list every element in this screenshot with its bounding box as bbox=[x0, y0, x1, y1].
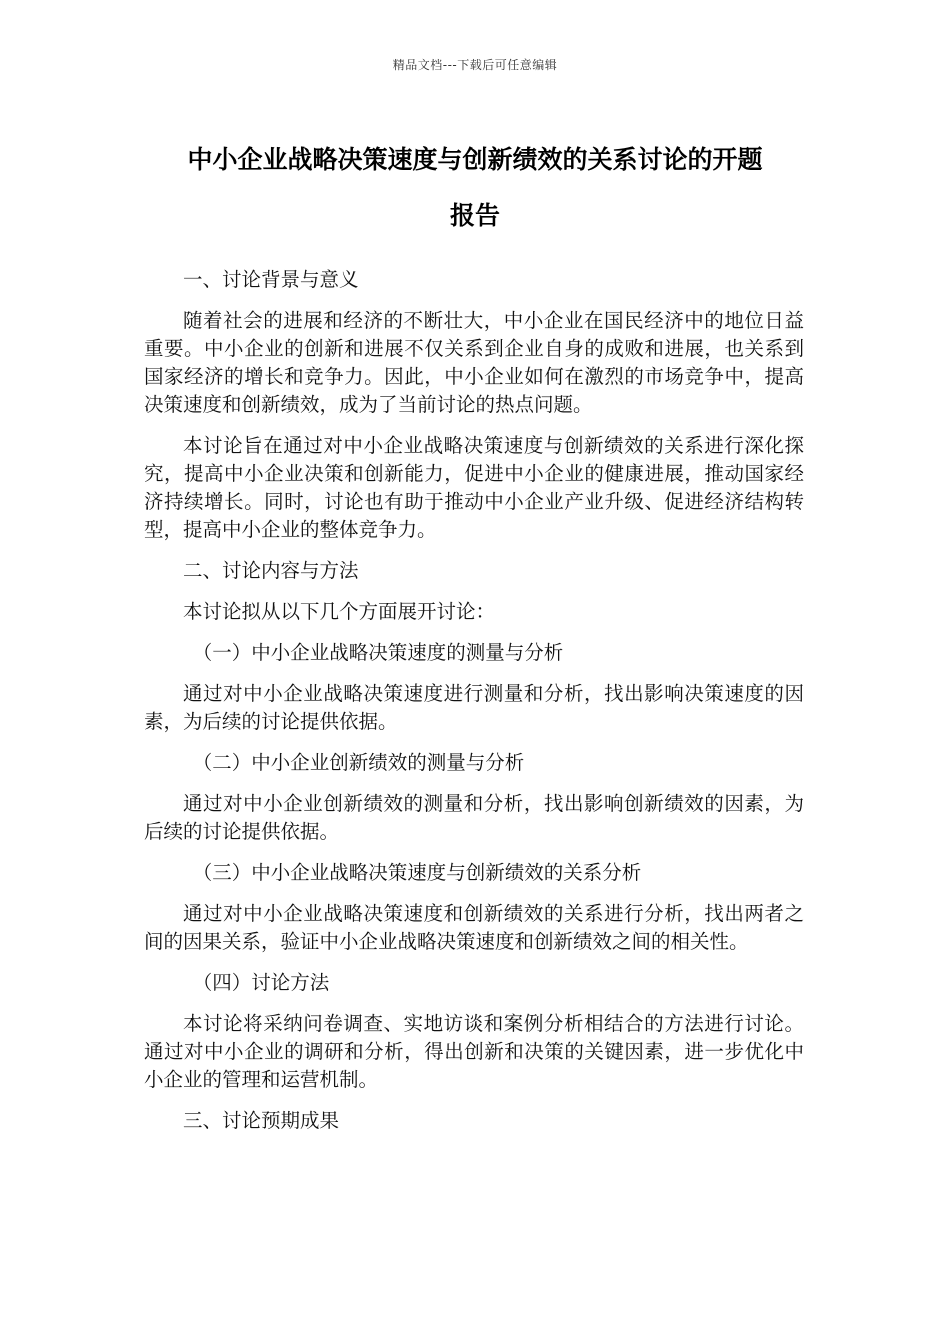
header-note: 精品文档---下载后可任意编辑 bbox=[392, 58, 558, 72]
title-line-2: 报告 bbox=[449, 201, 500, 230]
paragraph-decision-speed: 通过对中小企业战略决策速度进行测量和分析，找出影响决策速度的因素，为后续的讨论提供依据。 bbox=[144, 682, 804, 733]
title-line-1: 中小企业战略决策速度与创新绩效的关系讨论的开题 bbox=[187, 145, 763, 174]
subheading-relationship-analysis: （三）中小企业战略决策速度与创新绩效的关系分析 bbox=[192, 861, 642, 884]
section-heading-background: 一、讨论背景与意义 bbox=[183, 268, 359, 291]
document-body bbox=[144, 266, 804, 1148]
paragraph-background-2: 本讨论旨在通过对中小企业战略决策速度与创新绩效的关系进行深化探究，提高中小企业决策和创新能力，促进中小企业的健康进展，推动国家经济持续增长。同时，讨论也有助于推动中小企业产业升级、促进经济结构转型，提高中小企业的整体竞争力。 bbox=[144, 434, 804, 541]
paragraph-research-method: 本讨论将采纳问卷调查、实地访谈和案例分析相结合的方法进行讨论。通过对中小企业的调研和分析，得出创新和决策的关键因素，进一步优化中小企业的管理和运营机制。 bbox=[144, 1012, 804, 1091]
paragraph-relationship-analysis: 通过对中小企业战略决策速度和创新绩效的关系进行分析，找出两者之间的因果关系，验证中小企业战略决策速度和创新绩效之间的相关性。 bbox=[144, 902, 804, 953]
paragraph-background-1: 随着社会的进展和经济的不断壮大，中小企业在国民经济中的地位日益重要。中小企业的创新和进展不仅关系到企业自身的成败和进展，也关系到国家经济的增长和竞争力。因此，中小企业如何在激烈的市场竞争中，提高决策速度和创新绩效，成为了当前讨论的热点问题。 bbox=[144, 309, 804, 416]
section-heading-content-method: 二、讨论内容与方法 bbox=[183, 559, 359, 582]
subheading-innovation-performance: （二）中小企业创新绩效的测量与分析 bbox=[192, 751, 525, 774]
section-heading-expected-results: 三、讨论预期成果 bbox=[183, 1109, 340, 1132]
document-title bbox=[120, 132, 830, 244]
paragraph-innovation-performance: 通过对中小企业创新绩效的测量和分析，找出影响创新绩效的因素，为后续的讨论提供依据。 bbox=[144, 792, 804, 843]
paragraph-content-intro: 本讨论拟从以下几个方面展开讨论： bbox=[183, 600, 496, 623]
subheading-research-method: （四）讨论方法 bbox=[192, 971, 330, 994]
subheading-decision-speed: （一）中小企业战略决策速度的测量与分析 bbox=[192, 641, 564, 664]
